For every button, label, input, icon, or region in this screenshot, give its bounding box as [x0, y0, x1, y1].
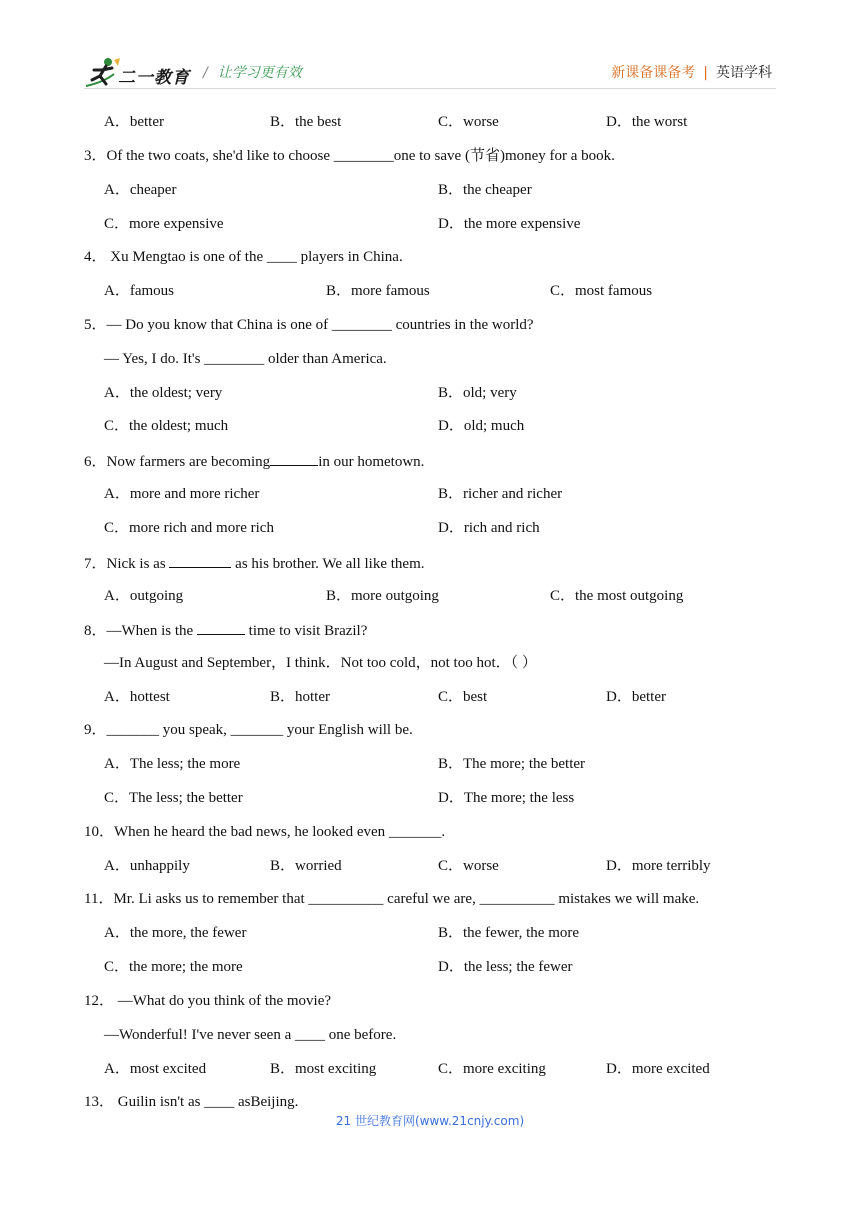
option-a: A．The less; the more — [104, 756, 241, 772]
page-header — [0, 0, 860, 100]
option-d: D．the less; the fewer — [438, 959, 573, 975]
option-a: A．better — [104, 114, 164, 130]
option-a: A．famous — [104, 283, 174, 299]
option-b: B．The more; the better — [438, 756, 586, 772]
option-c: C．more exciting — [438, 1061, 546, 1077]
logo-text: 二一教育 — [118, 68, 190, 88]
question-13-stem: 13． Guilin isn't as ____ asBeijing. — [84, 1094, 299, 1110]
question-12-stem-2: —Wonderful! I've never seen a ____ one before. — [104, 1027, 397, 1043]
option-d: D．rich and rich — [438, 520, 540, 536]
option-c: C．worse — [438, 114, 499, 130]
option-b: B．worried — [270, 858, 342, 874]
question-6-stem — [84, 451, 424, 471]
option-a: A．the more, the fewer — [104, 925, 247, 941]
question-5-stem: 5．— Do you know that China is one of ________ countries in the world? — [84, 317, 534, 333]
question-12-stem: 12． —What do you think of the movie? — [84, 993, 332, 1009]
question-8-stem — [84, 620, 367, 640]
option-d: D．more excited — [606, 1061, 710, 1077]
option-a: A．hottest — [104, 689, 170, 705]
option-c: C．the oldest; much — [104, 418, 229, 434]
question-5-stem-2: — Yes, I do. It's ________ older than America. — [104, 351, 387, 367]
option-c: C．The less; the better — [104, 790, 243, 806]
option-b: B．most exciting — [270, 1061, 377, 1077]
option-d: D．the worst — [606, 114, 688, 130]
header-right — [611, 62, 772, 82]
question-8-stem-a: 8．—When is the — [84, 623, 197, 639]
option-c: C．worse — [438, 858, 499, 874]
header-divider: | — [703, 65, 708, 81]
question-11-stem: 11．Mr. Li asks us to remember that __________ careful we are, __________ mistakes we will make. — [84, 891, 700, 907]
option-b: B．hotter — [270, 689, 330, 705]
option-b: B．old; very — [438, 385, 517, 401]
question-8-stem-b: time to visit Brazil? — [244, 623, 368, 639]
question-9-stem: 9．_______ you speak, _______ your English will be. — [84, 722, 413, 738]
option-a: A．cheaper — [104, 182, 177, 198]
answer-blank — [270, 451, 318, 466]
option-a: A．the oldest; very — [104, 385, 223, 401]
header-rule — [84, 88, 776, 89]
question-6-stem-b: in our hometown. — [318, 454, 425, 470]
option-b: B．the best — [270, 114, 342, 130]
option-a: A．more and more richer — [104, 486, 260, 502]
question-4-stem: 4． Xu Mengtao is one of the ____ players in China. — [84, 249, 403, 265]
option-d: D．The more; the less — [438, 790, 575, 806]
option-a: A．outgoing — [104, 588, 184, 604]
question-8-stem-2: —In August and September，I think．Not too cold，not too hot．（ ） — [104, 655, 537, 671]
footer-link[interactable]: 21 世纪教育网(www.21cnjy.com) — [335, 1114, 525, 1128]
course-label: 新课备课备考 — [611, 65, 696, 81]
option-c: C．more rich and more rich — [104, 520, 274, 536]
option-b: B．the fewer, the more — [438, 925, 580, 941]
subject-label: 英语学科 — [716, 65, 772, 81]
question-7-stem-a: 7．Nick is as — [84, 556, 170, 572]
question-10-stem: 10．When he heard the bad news, he looked even _______. — [84, 824, 446, 840]
slogan-text: 让学习更有效 — [217, 65, 302, 81]
option-a: A．unhappily — [104, 858, 190, 874]
option-a: A．most excited — [104, 1061, 207, 1077]
slogan-separator: / — [203, 65, 208, 81]
option-b: B．richer and richer — [438, 486, 563, 502]
option-d: D．old; much — [438, 418, 525, 434]
option-d: D．more terribly — [606, 858, 711, 874]
option-c: C．the most outgoing — [550, 588, 684, 604]
option-c: C．most famous — [550, 283, 653, 299]
option-c: C．the more; the more — [104, 959, 243, 975]
answer-blank — [197, 620, 245, 635]
option-c: C．more expensive — [104, 216, 224, 232]
option-d: D．better — [606, 689, 666, 705]
question-6-stem-a: 6．Now farmers are becoming — [84, 454, 271, 470]
option-b: B．more outgoing — [326, 588, 439, 604]
option-c: C．best — [438, 689, 488, 705]
option-b: B．more famous — [326, 283, 430, 299]
question-7-stem-b: as his brother. We all like them. — [231, 556, 425, 572]
answer-blank — [169, 553, 231, 568]
option-d: D．the more expensive — [438, 216, 581, 232]
slogan — [203, 62, 302, 82]
option-b: B．the cheaper — [438, 182, 532, 198]
question-3-stem: 3．Of the two coats, she'd like to choose ________one to save (节省)money for a book. — [84, 148, 615, 164]
question-7-stem — [84, 553, 424, 573]
